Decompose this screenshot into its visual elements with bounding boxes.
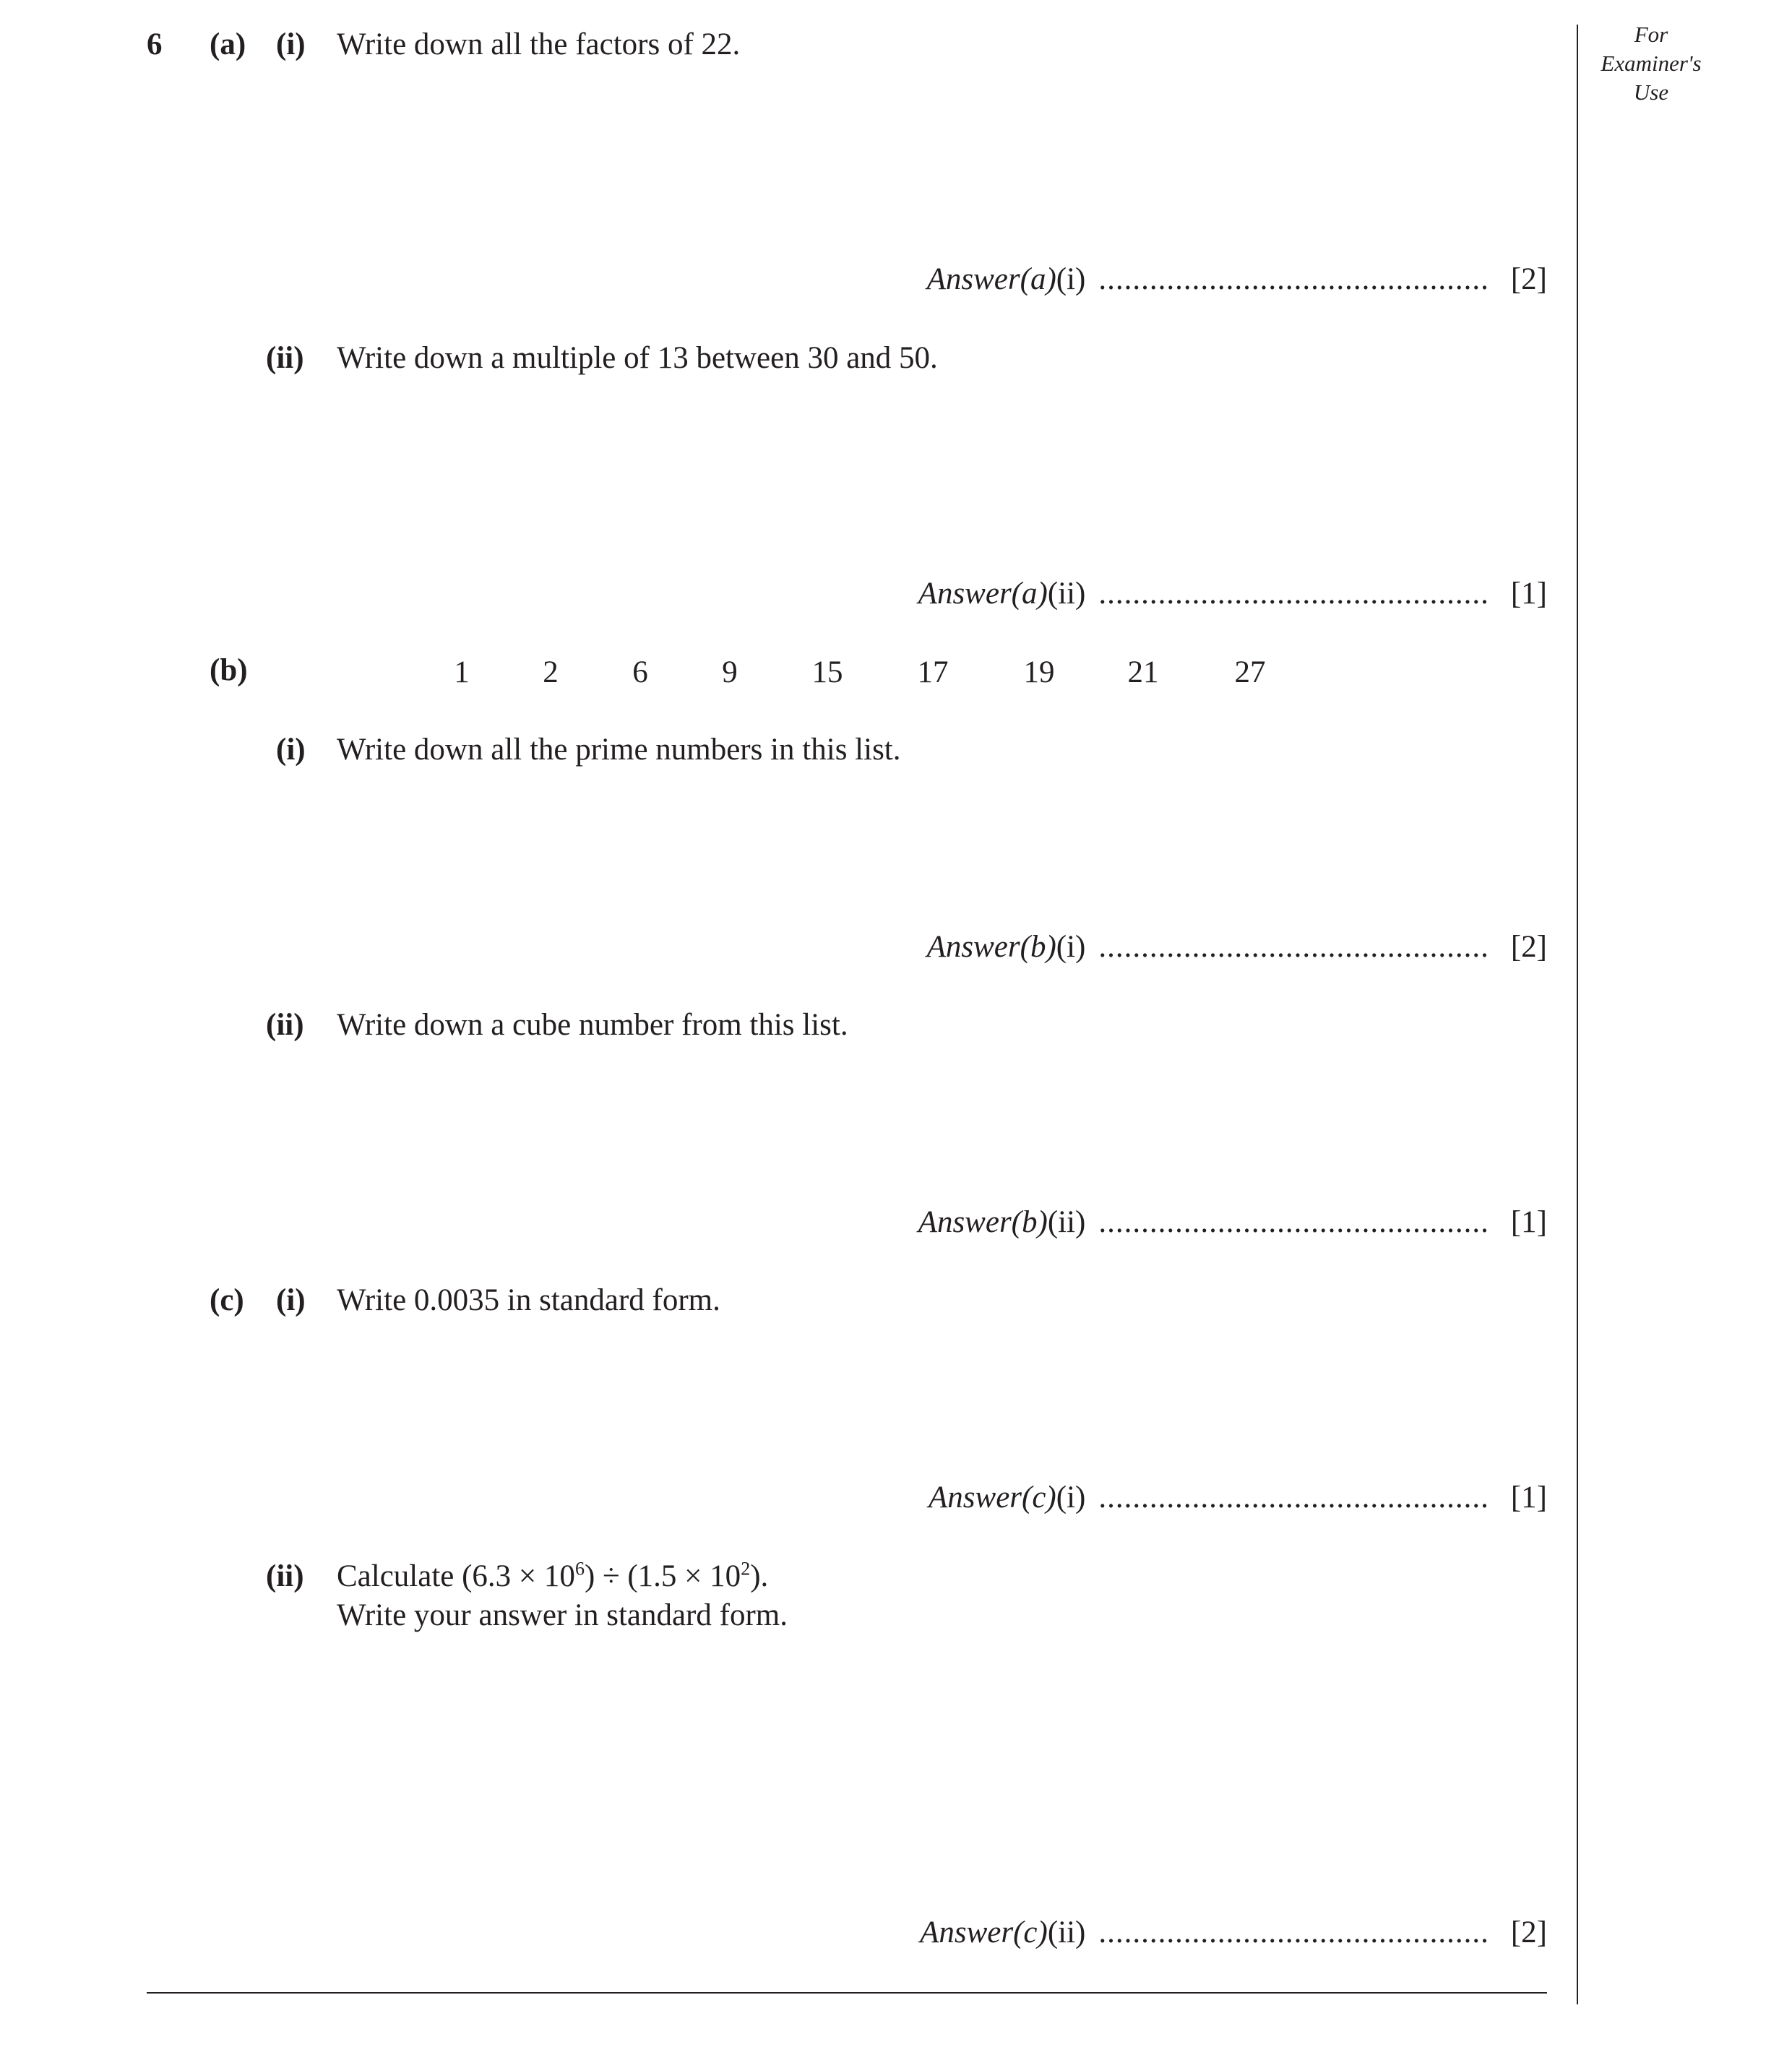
calc-part-2: ) ÷ (1.5 × 10 (584, 1559, 741, 1593)
answer-c-ii-marks: [2] (1510, 1915, 1547, 1949)
answer-a-i-marks: [2] (1510, 262, 1547, 296)
answer-a-i-line[interactable]: .............................................. (1098, 262, 1489, 296)
part-c-ii-calculation (337, 1558, 769, 1593)
answer-c-i-prefix: Answer(c) (929, 1481, 1056, 1514)
answer-b-ii-line[interactable]: .............................................. (1098, 1205, 1489, 1239)
answer-c-ii-prefix: Answer(c) (920, 1915, 1048, 1949)
number-list-item: 9 (722, 655, 738, 689)
part-a-i-label: (i) (276, 27, 306, 61)
calc-part-1: Calculate (6.3 × 10 (337, 1559, 575, 1593)
examiner-margin-line (1577, 25, 1578, 2004)
number-list-item: 19 (1023, 655, 1055, 689)
part-a-i-text: Write down all the factors of 22. (337, 27, 741, 61)
answer-c-i-line[interactable]: .............................................. (1098, 1481, 1489, 1514)
part-c-label: (c) (210, 1283, 244, 1317)
answer-a-ii-prefix: Answer(a) (918, 577, 1048, 611)
answer-c-ii-line[interactable]: .............................................. (1098, 1915, 1489, 1949)
part-b-label: (b) (210, 653, 248, 687)
question-number: 6 (147, 27, 163, 61)
part-b-ii-text: Write down a cube number from this list. (337, 1008, 848, 1042)
answer-a-i-prefix: Answer(a) (926, 262, 1056, 296)
part-c-ii-instruction: Write your answer in standard form. (337, 1598, 788, 1632)
answer-b-i-suffix: (i) (1056, 930, 1086, 964)
examiner-line-1: For (1634, 22, 1668, 47)
number-list-item: 27 (1234, 655, 1266, 689)
examiner-line-2: Examiner's (1601, 51, 1702, 76)
part-b-i-label: (i) (276, 733, 306, 767)
number-list-item: 15 (811, 655, 843, 689)
answer-a-i-row (927, 262, 1547, 297)
answer-b-i-line[interactable]: .............................................. (1098, 930, 1489, 964)
calc-exponent-2: 2 (741, 1558, 751, 1580)
examiner-use-label (1582, 20, 1720, 107)
answer-a-ii-row (918, 576, 1547, 611)
answer-a-ii-suffix: (ii) (1047, 577, 1086, 611)
part-a-ii-text: Write down a multiple of 13 between 30 and 50. (337, 341, 938, 375)
answer-a-i-suffix: (i) (1056, 262, 1086, 296)
calc-part-3: ). (750, 1559, 769, 1593)
answer-b-i-prefix: Answer(b) (926, 930, 1056, 964)
answer-c-i-suffix: (i) (1056, 1481, 1086, 1514)
number-list-item: 6 (632, 655, 648, 689)
part-b-i-text: Write down all the prime numbers in this list. (337, 733, 901, 767)
part-c-ii-label: (ii) (266, 1559, 304, 1593)
answer-a-ii-line[interactable]: .............................................. (1098, 577, 1489, 611)
answer-c-i-row (929, 1480, 1547, 1515)
part-c-i-text: Write 0.0035 in standard form. (337, 1283, 720, 1317)
answer-a-ii-marks: [1] (1510, 577, 1547, 611)
calc-exponent-1: 6 (574, 1558, 585, 1580)
number-list-item: 1 (454, 655, 470, 689)
answer-b-ii-suffix: (ii) (1047, 1205, 1086, 1239)
answer-c-ii-suffix: (ii) (1047, 1915, 1086, 1949)
answer-c-i-marks: [1] (1510, 1481, 1547, 1514)
answer-b-i-marks: [2] (1510, 930, 1547, 964)
bottom-rule (147, 1992, 1547, 1994)
number-list-item: 17 (917, 655, 949, 689)
answer-b-ii-marks: [1] (1510, 1205, 1547, 1239)
examiner-line-3: Use (1633, 79, 1669, 105)
answer-b-ii-row (918, 1205, 1547, 1240)
number-list-item: 21 (1127, 655, 1159, 689)
answer-b-ii-prefix: Answer(b) (918, 1205, 1048, 1239)
answer-b-i-row (927, 929, 1547, 965)
number-list-item: 2 (543, 655, 559, 689)
part-a-label: (a) (210, 27, 246, 61)
part-a-ii-label: (ii) (266, 341, 304, 375)
part-c-i-label: (i) (276, 1283, 306, 1317)
answer-c-ii-row (920, 1915, 1547, 1950)
part-b-ii-label: (ii) (266, 1008, 304, 1042)
